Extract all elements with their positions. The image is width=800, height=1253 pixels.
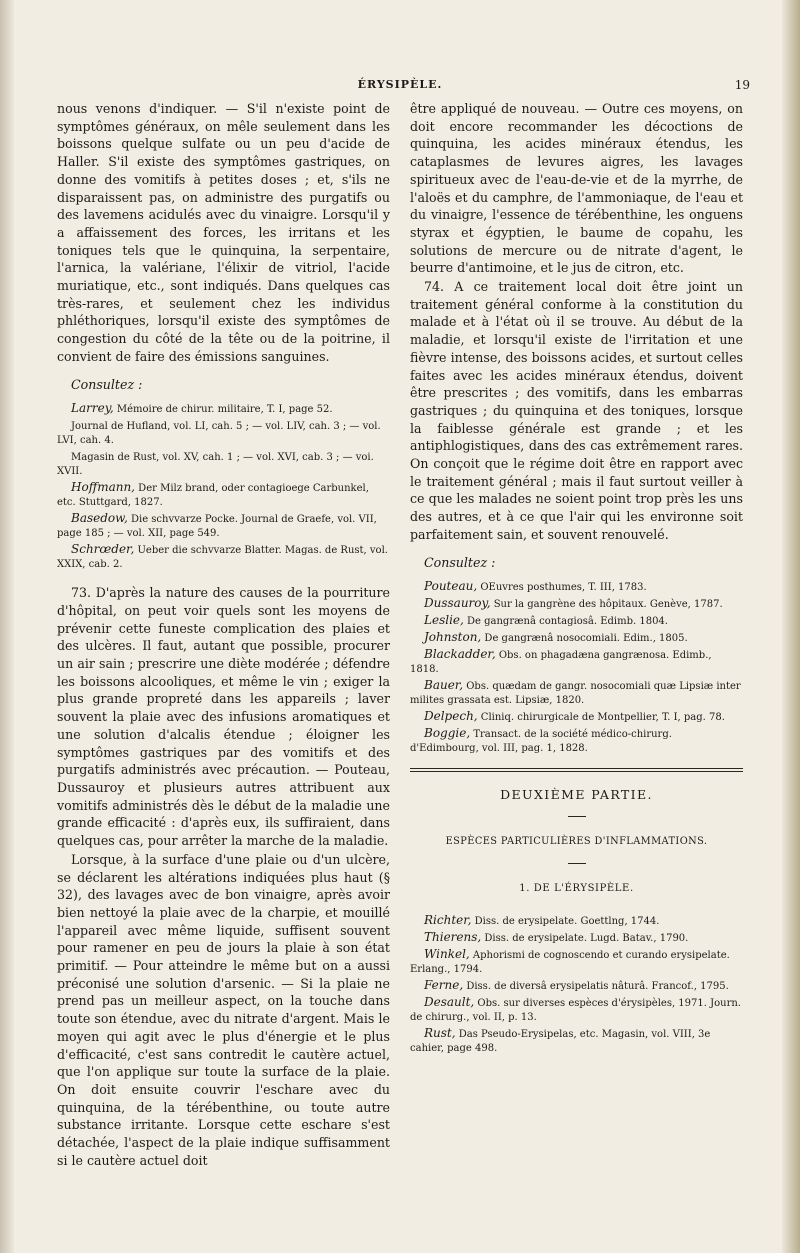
- reference-author: Pouteau,: [424, 579, 478, 594]
- reference-author: Leslie,: [424, 613, 464, 628]
- running-title: ÉRYSIPÈLE.: [357, 78, 443, 91]
- section-title: ESPÈCES PARTICULIÈRES D'INFLAMMATIONS.: [445, 835, 708, 847]
- paragraph-73: 73. D'après la nature des causes de la pourriture d'hôpital, on peut voir quels sont les moyens de prévenir cette funeste complication des plaies et des ulcères. Il faut, autant que possible, procurer un air sain ; prescrire une diète modérée ; défendre les boissons alcooliques, et même le vin ; exiger la plus grande propreté dans les appareils ; laver souvent la plaie avec des infusions aromatiques et une solution d'alcalis étendue ; éloigner les symptômes gastriques par des vomitifs et des purgatifs administrés avec précaution. — Pouteau, Dussauroy et plusieurs autres attribuent aux vomitifs administrés dès le début de la maladie une grande efficacité : d'après eux, ils suffiraient, dans quelques cas, pour arrêter la marche de la maladie.: [57, 585, 390, 849]
- reference-text: Aphorismi de cognoscendo et curando erysipelate. Erlang., 1794.: [410, 950, 730, 976]
- reference-list: [410, 579, 743, 756]
- binding-shadow: [0, 0, 14, 1253]
- reference-item: [410, 709, 743, 725]
- reference-author: Basedow,: [71, 511, 128, 526]
- reference-author: Delpech,: [424, 709, 478, 724]
- part-title: DEUXIÈME PARTIE.: [500, 787, 653, 803]
- paragraph-74: 74. A ce traitement local doit être joint un traitement général conforme à la constitution du malade et à l'état où il se trouve. Au début de la maladie, et lorsqu'il existe de l'irritation et une fièvre intense, des boissons acides, et surtout celles faites avec les acides minéraux étendus, doivent être prescrites ; des vomitifs, dans les embarras gastriques ; du quinquina et des toniques, lorsque la faiblesse générale est grande ; et les antiphlogistiques, dans des cas extrêmement rares. On conçoit que le régime doit être en rapport avec le traitement général ; mais il faut surtout veiller à ce que les malades ne soient point trop près les uns des autres, et à ce que l'air qui les environne soit parfaitement sain, et souvent renouvelé.: [410, 279, 743, 542]
- reference-author: Ferne,: [424, 978, 464, 993]
- reference-list: [57, 401, 390, 572]
- page-edge: [782, 0, 800, 1253]
- reference-author: Winkel,: [424, 947, 470, 962]
- reference-text: Das Pseudo-Erysipelas, etc. Magasin, vol. VIII, 3e cahier, page 498.: [410, 1029, 711, 1055]
- reference-item: [410, 613, 743, 629]
- reference-item: [410, 678, 743, 708]
- paragraph-continuation: nous venons d'indiquer. — S'il n'existe point de symptômes généraux, on mêle seulement dans les boissons quelque sulfate ou un peu d'acide de Haller. S'il existe des symptômes gastriques, on donne des vomitifs à petites doses ; et, s'ils ne disparaissent pas, on administre des purgatifs ou des lavemens acidulés avec du vinaigre. Lorsqu'il y a affaissement des forces, les irritans et les toniques tels que le quinquina, la serpentaire, l'arnica, la valériane, l'élixir de vitriol, l'acide muriatique, etc., sont indiqués. Dans quelques cas très-rares, et seulement chez les individus phléthoriques, lorsqu'il existe des symptômes de congestion du côté de la tête ou de la poitrine, il convient de faire des émissions sanguines.: [57, 101, 390, 364]
- reference-item: [57, 449, 390, 479]
- reference-text: Obs. sur diverses espèces d'érysipèles, 1971. Journ. de chirurg., vol. II, p. 13.: [410, 998, 741, 1024]
- subsection-title: 1. DE L'ÉRYSIPÈLE.: [519, 882, 634, 894]
- right-column: [410, 100, 743, 1068]
- reference-item: [57, 480, 390, 510]
- reference-text: Ueber die schvvarze Blatter. Magas. de Rust, vol. XXIX, cab. 2.: [57, 545, 388, 571]
- reference-author: Dussauroy,: [424, 596, 491, 611]
- page-header: [50, 78, 750, 96]
- reference-text: Cliniq. chirurgicale de Montpellier, T. I, pag. 78.: [477, 712, 725, 724]
- reference-text: De gangrænâ contagiosâ. Edimb. 1804.: [463, 616, 668, 628]
- reference-text: Mémoire de chirur. militaire, T. I, page 52.: [113, 404, 333, 416]
- reference-text: De gangrænâ nosocomiali. Edim., 1805.: [481, 633, 688, 645]
- reference-item: [410, 630, 743, 646]
- reference-item: [410, 579, 743, 595]
- reference-item: [410, 930, 743, 946]
- reference-text: Diss. de diversâ erysipelatis nâturâ. Francof., 1795.: [463, 981, 729, 993]
- reference-item: [410, 995, 743, 1025]
- reference-item: [57, 511, 390, 541]
- reference-author: Rust,: [424, 1026, 456, 1041]
- divider: [568, 816, 586, 817]
- divider: [568, 863, 586, 864]
- reference-author: Boggie,: [424, 726, 471, 741]
- reference-text: Die schvvarze Pocke. Journal de Graefe, vol. VII, page 185 ; — vol. XII, page 549.: [57, 514, 377, 540]
- left-column: [57, 100, 390, 1170]
- reference-text: Magasin de Rust, vol. XV, cah. 1 ; — vol. XVI, cab. 3 ; — voi. XVII.: [57, 452, 374, 478]
- reference-item: [57, 418, 390, 448]
- reference-author: Schrœder,: [71, 542, 135, 557]
- reference-text: Diss. de erysipelate. Lugd. Batav., 1790.: [481, 933, 689, 945]
- reference-item: [57, 542, 390, 572]
- consult-label: Consultez :: [424, 554, 496, 570]
- reference-author: Desault,: [424, 995, 475, 1010]
- reference-item: [410, 978, 743, 994]
- reference-text: Journal de Hufland, vol. LI, cah. 5 ; — vol. LIV, cah. 3 ; — vol. LVI, cah. 4.: [57, 421, 381, 447]
- reference-author: Richter,: [424, 913, 472, 928]
- reference-author: Blackadder,: [424, 647, 496, 662]
- reference-list: [410, 913, 743, 1056]
- reference-item: [57, 401, 390, 417]
- page-number: 19: [734, 78, 750, 92]
- reference-text: OEuvres posthumes, T. III, 1783.: [477, 582, 647, 594]
- reference-author: Larrey,: [71, 401, 114, 416]
- reference-text: Der Milz brand, oder contagioege Carbunkel, etc. Stuttgard, 1827.: [57, 483, 369, 509]
- section-rule: [410, 771, 743, 772]
- reference-item: [410, 1026, 743, 1056]
- reference-item: [410, 913, 743, 929]
- reference-item: [410, 596, 743, 612]
- reference-item: [410, 947, 743, 977]
- reference-author: Hoffmann,: [71, 480, 135, 495]
- reference-author: Bauer,: [424, 678, 464, 693]
- reference-item: [410, 647, 743, 677]
- reference-text: Transact. de la société médico-chirurg. d'Edimbourg, vol. III, pag. 1, 1828.: [410, 729, 672, 755]
- reference-text: Sur la gangrène des hôpitaux. Genève, 1787.: [490, 599, 723, 611]
- reference-item: [410, 726, 743, 756]
- paragraph-continuation: être appliqué de nouveau. — Outre ces moyens, on doit encore recommander les décoctions de quinquina, les acides minéraux étendus, les cataplasmes de levures aigres, les lavages spiritueux avec de l'eau-de-vie et de la myrrhe, de l'aloës et du camphre, de l'ammoniaque, de l'eau et du vinaigre, l'essence de térébenthine, les onguens styrax et égyptien, le baume de copahu, les solutions de mercure ou de nitrate d'agent, le beurre d'antimoine, et le jus de citron, etc.: [410, 101, 743, 276]
- reference-text: Obs. quædam de gangr. nosocomiali quæ Lipsiæ inter milites grassata est. Lipsiæ, 1820.: [410, 681, 741, 707]
- section-rule: [410, 768, 743, 769]
- reference-author: Thierens,: [424, 930, 482, 945]
- reference-text: Obs. on phagadæna gangrænosa. Edimb., 1818.: [410, 650, 712, 676]
- reference-text: Diss. de erysipelate. Goettlng, 1744.: [471, 916, 660, 928]
- reference-author: Johnston,: [424, 630, 482, 645]
- paragraph-treatment: Lorsque, à la surface d'une plaie ou d'un ulcère, se déclarent les altérations indiquées plus haut (§ 32), des lavages avec de bon vinaigre, après avoir bien nettoyé la plaie avec de la charpie, et mouillé l'appareil avec même liquide, suffisent souvent pour ramener en peu de jours la plaie à son état primitif. — Pour atteindre le même but on a aussi préconisé une solution d'arsenic. — Si la plaie ne prend pas un meilleur aspect, on la touche dans toute son étendue, avec du nitrate d'argent. Mais le moyen qui agit avec le plus d'énergie et le plus d'efficacité, c'est sans contredit le cautère actuel, que l'on applique sur toute la surface de la plaie. On doit ensuite couvrir l'eschare avec du quinquina, de la térébenthine, ou toute autre substance irritante. Lorsque cette eschare s'est détachée, l'aspect de la plaie indique suffisamment si le cautère actuel doit: [57, 851, 390, 1168]
- consult-label: Consultez :: [71, 376, 143, 392]
